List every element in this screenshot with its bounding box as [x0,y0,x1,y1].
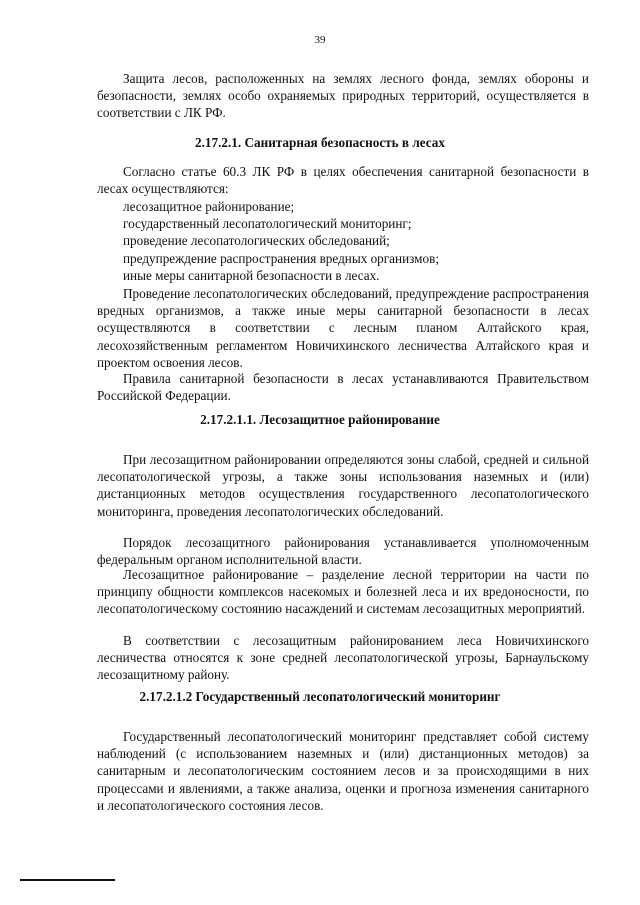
section-heading-monitoring: 2.17.2.1.2 Государственный лесопатологический мониторинг [139,689,501,704]
sanitary-paragraph-1: Проведение лесопатологических обследований, предупреждение распространения вредных организмов, а также иные меры санитарной безопасности в лесах осуществляются в соответствии с лесным планом Алтайского края, лесохозяйственным регламентом Новичихинского лесничества Алтайского края и проектом освоения лесов. [97,286,589,370]
monitoring-paragraph-1: Государственный лесопатологический мониторинг представляет собой систему наблюдений (с использованием наземных и (или) дистанционных методов) за санитарным и лесопатологическим состоянием лесов и за происходящими в них процессами и явлениями, а также анализа, оценки и прогноза изменения санитарного и лесопатологического состояния лесов. [97,729,589,813]
section-heading-zoning: 2.17.2.1.1. Лесозащитное районирование [200,412,440,427]
zoning-paragraph-4: В соответствии с лесозащитным районированием леса Новичихинского лесничества относятся к зоне средней лесопатологической угрозы, Барнаульскому лесозащитному району. [97,633,589,683]
list-item: проведение лесопатологических обследований; [123,233,390,249]
intro-paragraph: Защита лесов, расположенных на землях лесного фонда, землях обороны и безопасности, землях особо охраняемых природных территорий, осуществляется в соответствии с ЛК РФ. [97,71,589,121]
sanitary-lead-paragraph: Согласно статье 60.3 ЛК РФ в целях обеспечения санитарной безопасности в лесах осуществляются: [97,164,589,197]
zoning-paragraph-1: При лесозащитном районировании определяются зоны слабой, средней и сильной лесопатологической угрозы, а также зоны использования наземных и (или) дистанционных методов осуществления государственного лесопатологического мониторинга, проведения лесопатологических обследований. [97,452,589,519]
section-heading-sanitary-safety: 2.17.2.1. Санитарная безопасность в лесах [195,135,445,150]
list-item: государственный лесопатологический мониторинг; [123,216,412,232]
footer-rule [20,879,115,881]
sanitary-paragraph-2: Правила санитарной безопасности в лесах устанавливаются Правительством Российской Федерации. [97,371,589,404]
zoning-paragraph-2: Порядок лесозащитного районирования устанавливается уполномоченным федеральным органом исполнительной власти. [97,535,589,568]
zoning-paragraph-3: Лесозащитное районирование – разделение лесной территории на части по принципу общности комплексов насекомых и болезней леса и их вредоносности, по лесопатологическому состоянию насаждений и системам лесозащитных мероприятий. [97,567,589,617]
page-number: 39 [314,34,326,46]
sanitary-measures-list [123,198,593,284]
list-item: иные меры санитарной безопасности в лесах. [123,267,380,283]
list-item: предупреждение распространения вредных организмов; [123,250,439,266]
list-item: лесозащитное районирование; [123,199,295,214]
